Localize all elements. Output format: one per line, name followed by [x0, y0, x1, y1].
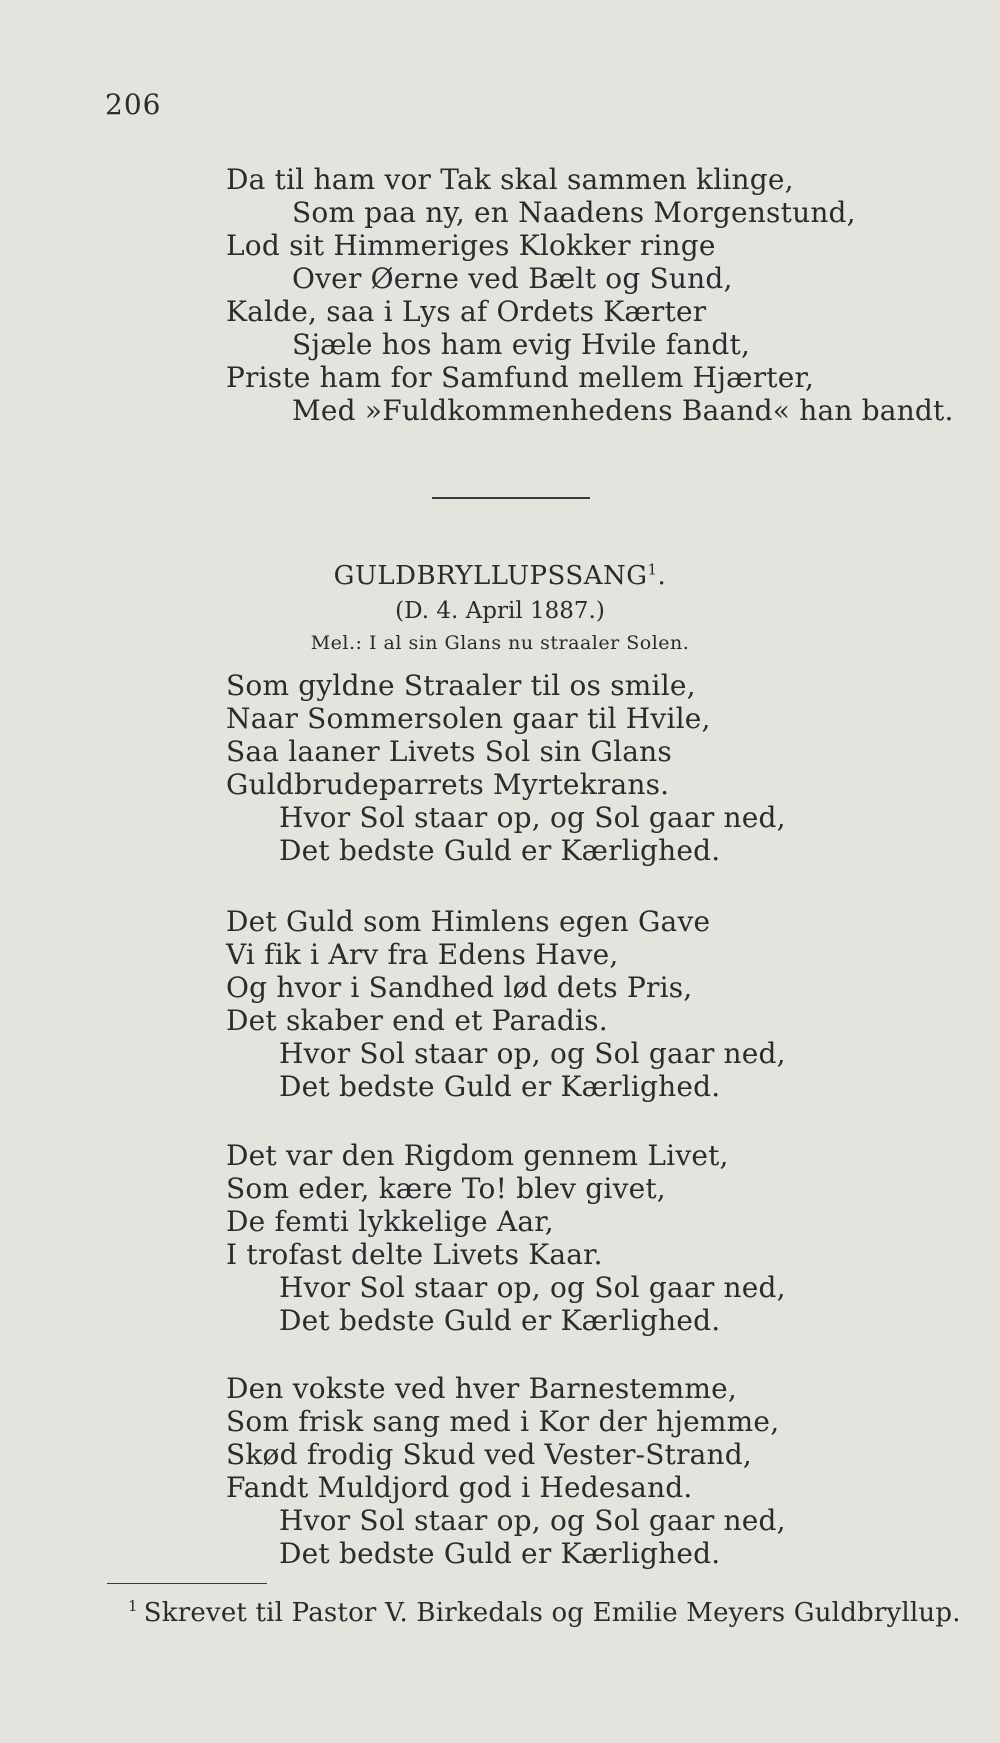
- footnote-mark: 1: [128, 1597, 138, 1616]
- stanza-line: De femti lykkelige Aar,: [226, 1205, 554, 1238]
- stanza-line: Som frisk sang med i Kor der hjemme,: [226, 1405, 780, 1438]
- stanza-line: Naar Sommersolen gaar til Hvile,: [226, 702, 711, 735]
- stanza-line: Det skaber end et Paradis.: [226, 1004, 608, 1037]
- stanza-line: Og hvor i Sandhed lød dets Pris,: [226, 971, 693, 1004]
- refrain-line: Hvor Sol staar op, og Sol gaar ned,: [279, 801, 786, 834]
- melody-note: Mel.: I al sin Glans nu straaler Solen.: [310, 632, 690, 654]
- song-title-period: .: [657, 561, 667, 591]
- song-date: (D. 4. April 1887.): [395, 598, 605, 624]
- stanza-line: Fandt Muldjord god i Hedesand.: [226, 1471, 693, 1504]
- stanza-line: I trofast delte Livets Kaar.: [226, 1238, 603, 1271]
- poem-line: Med »Fuldkommenhedens Baand« han bandt.: [292, 394, 954, 427]
- song-title: [0, 561, 1000, 591]
- stanza-line: Som eder, kære To! blev givet,: [226, 1172, 666, 1205]
- footnote-reference: 1: [647, 560, 658, 579]
- refrain-line: Det bedste Guld er Kærlighed.: [279, 834, 721, 867]
- poem-line: Over Øerne ved Bælt og Sund,: [292, 262, 733, 295]
- footnote: [128, 1598, 961, 1628]
- stanza-line: Guldbrudeparrets Myrtekrans.: [226, 768, 670, 801]
- stanza-line: Som gyldne Straaler til os smile,: [226, 669, 696, 702]
- stanza-line: Vi fik i Arv fra Edens Have,: [226, 938, 619, 971]
- poem-line: Sjæle hos ham evig Hvile fandt,: [292, 328, 751, 361]
- stanza-line: Skød frodig Skud ved Vester-Strand,: [226, 1438, 752, 1471]
- refrain-line: Det bedste Guld er Kærlighed.: [279, 1070, 721, 1103]
- poem-line: Lod sit Himmeriges Klokker ringe: [226, 229, 716, 262]
- page-number: 206: [105, 88, 162, 121]
- refrain-line: Hvor Sol staar op, og Sol gaar ned,: [279, 1504, 786, 1537]
- poem-line: Som paa ny, en Naadens Morgenstund,: [292, 196, 856, 229]
- footnote-divider: [107, 1583, 267, 1584]
- section-divider: [432, 497, 590, 499]
- poem-line: Kalde, saa i Lys af Ordets Kærter: [226, 295, 707, 328]
- song-title-text: GULDBRYLLUPSSANG: [333, 561, 648, 591]
- stanza-line: Det Guld som Himlens egen Gave: [226, 905, 711, 938]
- refrain-line: Det bedste Guld er Kærlighed.: [279, 1304, 721, 1337]
- refrain-line: Hvor Sol staar op, og Sol gaar ned,: [279, 1037, 786, 1070]
- stanza-line: Saa laaner Livets Sol sin Glans: [226, 735, 672, 768]
- stanza-line: Det var den Rigdom gennem Livet,: [226, 1139, 729, 1172]
- footnote-text: Skrevet til Pastor V. Birkedals og Emilie Meyers Guldbryllup.: [143, 1598, 961, 1628]
- refrain-line: Det bedste Guld er Kærlighed.: [279, 1537, 721, 1570]
- poem-line: Priste ham for Samfund mellem Hjærter,: [226, 361, 815, 394]
- poem-line: Da til ham vor Tak skal sammen klinge,: [226, 163, 794, 196]
- refrain-line: Hvor Sol staar op, og Sol gaar ned,: [279, 1271, 786, 1304]
- stanza-line: Den vokste ved hver Barnestemme,: [226, 1372, 738, 1405]
